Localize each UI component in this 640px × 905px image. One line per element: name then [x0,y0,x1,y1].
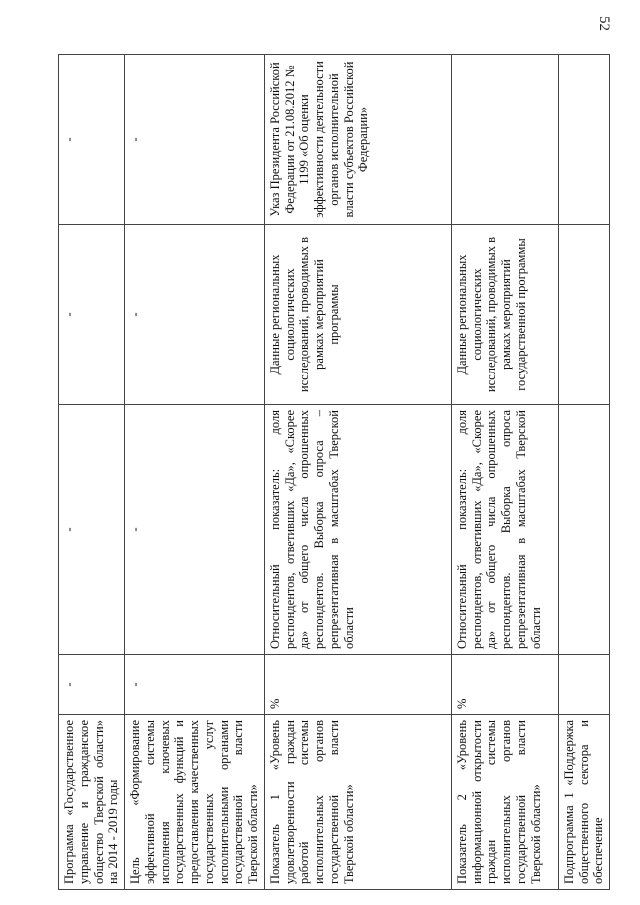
cell-source: - [59,225,125,405]
indicators-table [58,54,610,890]
cell-source: Данные региональных социологических исследований, проводимых в рамках мероприятий программы [264,225,451,405]
cell-basis [451,55,558,225]
cell-name: Цель «Формирование эффективной системы исполнения ключевых государственных функций и предоставления качественных государственных услуг исполнительными органами государственной власти Тверской области» [125,715,265,890]
cell-source: Данные региональных социологических исследований, проводимых в рамках мероприятий государственной программы [451,225,558,405]
cell-method: Относительный показатель: доля респондентов, ответивших «Да», «Скорее да» от общего числа опрошенных респондентов. Выборка опроса – репрезентативная в масштабах Тверской области [264,405,451,655]
table-row [264,55,451,890]
cell-method: Относительный показатель: доля респондентов, ответивших «Да», «Скорее да» от общего числа опрошенных респондентов. Выборка опроса репрезентативная в масштабах Тверской области [451,405,558,655]
table-row [59,55,125,890]
page-number: 52 [596,16,612,31]
table-row [125,55,265,890]
cell-unit: - [59,655,125,715]
table-row [558,55,609,890]
cell-basis: - [125,55,265,225]
cell-name: Программа «Государственное управление и гражданское общество Тверской области» на 2014 - 2019 годы [59,715,125,890]
cell-basis: - [59,55,125,225]
cell-basis: Указ Президента Российской Федерации от 21.08.2012 № 1199 «Об оценки эффективности деятельности органов исполнительной власти субъектов Российской Федерации» [264,55,451,225]
rotated-table-sheet [58,55,606,890]
cell-unit: % [264,655,451,715]
cell-source: - [125,225,265,405]
cell-name: Показатель 2 «Уровень информационной открытости граждан системы исполнительных органов государственной власти Тверской области» [451,715,558,890]
cell-name: Подпрограмма 1 «Поддержка общественного сектора и обеспечение [558,715,609,890]
cell-basis [558,55,609,225]
cell-unit [558,655,609,715]
cell-source [558,225,609,405]
table-row [451,55,558,890]
cell-method [558,405,609,655]
cell-method: - [125,405,265,655]
cell-unit: - [125,655,265,715]
cell-name: Показатель 1 «Уровень удовлетворенности граждан работой системы исполнительных органов государственной власти Тверской области» [264,715,451,890]
cell-unit: % [451,655,558,715]
cell-method: - [59,405,125,655]
